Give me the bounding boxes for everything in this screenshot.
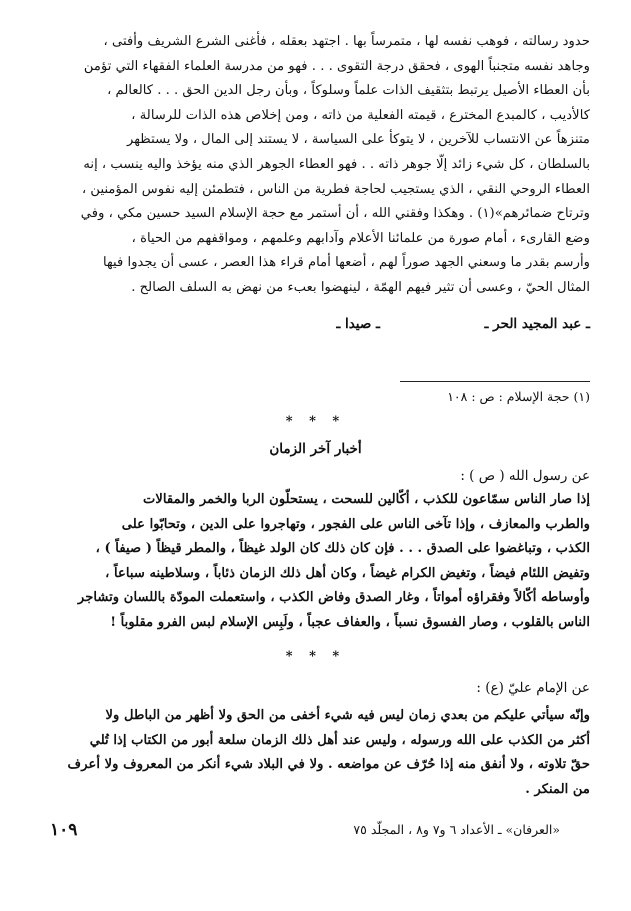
article-line: وأرسم بقدر ما وسعني الجهد صوراً لهم ، أضعها أمام قراء هذا العصر ، عسى أن يجدوا فيها: [102, 255, 590, 271]
author-name: ـ عبد المجيد الحر ـ: [484, 316, 590, 332]
article-line: وترتاح ضمائرهم»(١) . وهكذا وفقني الله ، أن أستمر مع حجة الإسلام السيد حسين مكي ، وفي: [80, 206, 590, 222]
quote-line: الناس بالقلوب ، وصار الفسوق نسباً ، والعفاف عجباً ، ولَبِس الإسلام لبس الفرو مقلوباً !: [110, 614, 590, 630]
section-title: أخبار آخر الزمان: [269, 441, 362, 457]
article-line: كالأديب ، كالمبدع المخترع ، قيمته الفعلية من ذاته ، ومن إخلاص هذه الذات للرسالة ،: [131, 107, 590, 123]
article-line: وجاهد نفسه متجنباً الهوى ، فحقق درجة التقوى . . . فهو من مدرسة العلماء الفقهاء التي تؤمن: [83, 58, 590, 74]
article-line: بالسلطان ، كل شيء زائد إلّا جوهر ذاته . . فهو العطاء الجوهر الذي منه يؤخذ واليه ينسب ، إنه: [83, 156, 590, 172]
quote-line: إذا صار الناس سمّاعون للكذب ، أكّالين للسحت ، يستحلّون الربا والخمر والمقالات: [142, 492, 590, 507]
quote-line: وإنّه سيأتي عليكم من بعدي زمان ليس فيه شيء أخفى من الحق ولا أظهر من الباطل ولا: [105, 708, 590, 723]
page-number: ١٠٩: [50, 820, 78, 840]
article-line: متنزهاً عن الانتساب للآخرين ، لا يتوكأ على السياسة ، لا يستند إلى المال ، ولا يستظهر: [126, 132, 590, 148]
imam-quote: [50, 704, 590, 802]
signature: [50, 316, 590, 338]
quote-line: وأوساطه أكّالاً وفقراؤه أمواتاً ، وغار الصدق وفاض الكذب ، واستعملت المودّة باللسان وتشاجر: [77, 590, 590, 606]
footnote-divider: [400, 381, 590, 382]
quote-line: من المنكر .: [525, 781, 590, 797]
prophet-intro: عن رسول الله ( ص ) :: [460, 468, 590, 484]
imam-intro: عن الإمام عليّ (ع) :: [476, 680, 590, 696]
quote-line: والطرب والمعازف ، وإذا تآخى الناس على الفجور ، وتهاجروا على الدين ، وتحابّوا على: [121, 516, 590, 532]
prophet-quote: [50, 488, 590, 636]
section-separator: * * *: [285, 649, 346, 664]
issue-info: «العرفان» ـ الأعداد ٦ و٧ و٨ ، المجلّد ٧٥: [353, 822, 560, 837]
article-line: العطاء الروحي النقي ، الذي يستجيب لحاجة فطرية من الناس ، فتطمئن إليه نفوس المؤمنين ،: [81, 181, 590, 197]
article-line: وضع القارىء ، أمام صورة من علمائنا الأعلام وآدابهم وعلمهم ، ومواقفهم من الحياة ،: [131, 230, 590, 246]
quote-line: حقّ تلاوته ، ولا أنفق منه إذا حُرّف عن مواضعه . ولا في البلاد شيء أنكر من المعروف ولا أعرف: [67, 757, 590, 773]
article-line: حدود رسالته ، فوهب نفسه لها ، متمرساً بها . اجتهد بعقله ، فأغنى الشرع الشريف وأفتى ،: [103, 34, 590, 49]
quote-line: أكثر من الكذب على الله ورسوله ، وليس عند أهل ذلك الزمان سلعة أبور من الكتاب إذا تُلي: [89, 732, 590, 748]
article-line: بأن العطاء الأصيل يرتبط بتثقيف الذات علماً وسلوكاً ، وبأن رجل الدين الحق . . . كالعالم ،: [107, 83, 590, 99]
quote-line: وتفيض اللئام فيضاً ، وتغيض الكرام غيضاً ، وكان أهل ذلك الزمان ذئاباً ، وسلاطينه سباعاً ،: [105, 565, 590, 581]
footnote: (١) حجة الإسلام : ص : ١٠٨: [447, 389, 590, 404]
section-separator: * * *: [285, 414, 346, 429]
quote-line: الكذب ، وتباغضوا على الصدق . . . فإن كان ذلك كان الولد غيظاً ، والمطر قيظاً ( صيفاً ) ،: [95, 541, 590, 557]
page-footer: [50, 820, 590, 844]
article-body: [50, 30, 590, 301]
article-line: المثال الحيّ ، وعسى أن تثير فيهم الهمّة ، لينهضوا بعبء من نهض به السلف الصالح .: [131, 279, 590, 295]
author-place: ـ صيدا ـ: [336, 316, 380, 332]
